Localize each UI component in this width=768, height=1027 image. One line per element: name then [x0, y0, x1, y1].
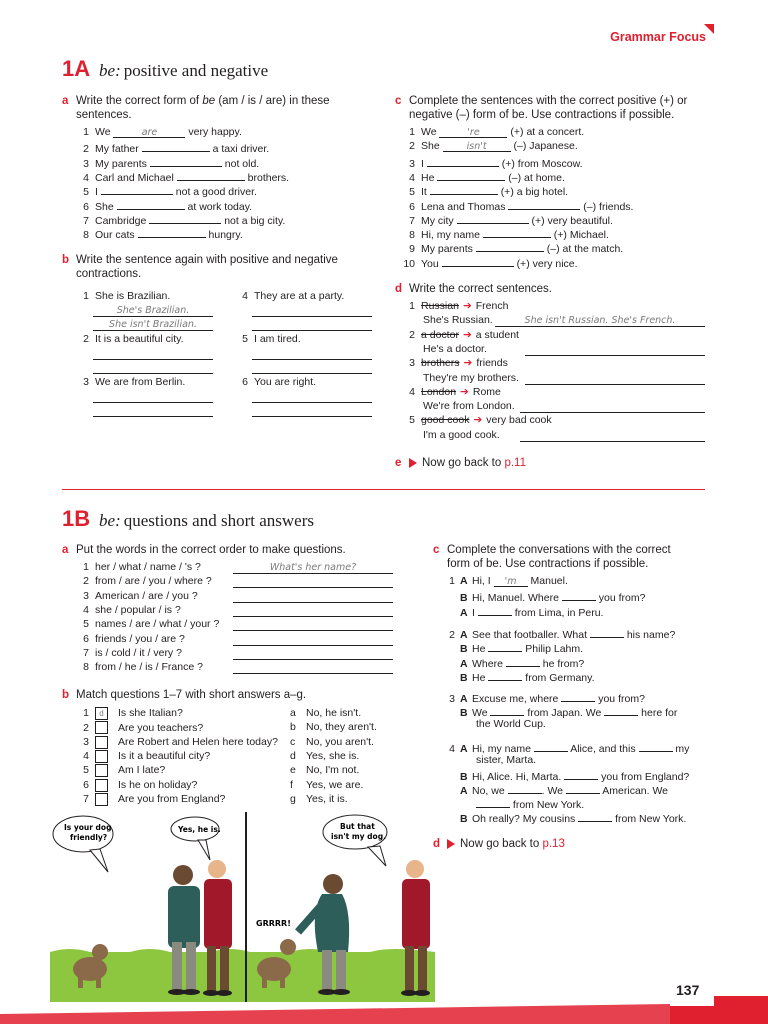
answer-line[interactable] [520, 400, 705, 413]
answer-line[interactable] [520, 429, 705, 442]
example-answer: 're [467, 127, 480, 138]
section-divider [62, 489, 705, 490]
exercise-item: 1 her / what / name / 's ? [83, 561, 201, 573]
match-question: 3 Are Robert and Helen here today? [83, 735, 278, 748]
exercise-item: 8 from / he / is / France ? [83, 661, 203, 674]
answer-blank[interactable] [562, 589, 596, 601]
answer-line[interactable] [252, 304, 372, 317]
answer-line[interactable] [93, 361, 213, 374]
answer-blank[interactable] [476, 240, 544, 252]
exercise-item: 5 I am tired. [242, 333, 301, 345]
exercise-item: 1 We are very happy. [83, 126, 242, 138]
arrow-icon: ➔ [460, 385, 469, 398]
exercise-item: 3 We are from Berlin. [83, 376, 186, 388]
example-answer: 'm [504, 576, 517, 587]
conversation-line: 1 A Hi, I 'm Manuel. [449, 575, 568, 587]
exercise-item: 7 My city (+) very beautiful. [402, 212, 613, 228]
conversation-3-line-1: 3 A Excuse me, where you from? [449, 690, 645, 706]
conversation-4-line-5: from New York. [476, 796, 584, 812]
answer-line[interactable] [495, 314, 705, 327]
exercise-item: 1 She is Brazilian. [83, 290, 171, 302]
exercise-item: 5 good cook ➔ very bad cook [409, 414, 552, 427]
conversation-4-line-1: 4 A Hi, my name Alice, and this my [449, 740, 689, 756]
conversation-line: B Hi, Manuel. Where you from? [449, 589, 645, 605]
match-answer: e No, I'm not. [290, 764, 360, 777]
footer-red-band [0, 996, 768, 1024]
match-answer: d Yes, she is. [290, 749, 360, 762]
conversation-line: 2 A See that footballer. What his name? [449, 626, 675, 642]
arrow-icon: ➔ [473, 414, 483, 427]
exercise-item: 4 He (–) at home. [402, 169, 565, 185]
bubble-3-text-l2: isn't my dog. [331, 832, 386, 841]
growl-text: GRRRR! [256, 919, 291, 928]
bubble-1-text-l2: friendly? [70, 833, 108, 842]
answer-line[interactable] [233, 647, 393, 660]
answer-blank[interactable] [117, 198, 185, 210]
arrow-icon: ➔ [462, 328, 472, 341]
answer-checkbox[interactable] [95, 736, 108, 749]
struck-word: good cook [421, 414, 470, 427]
answer-blank[interactable] [437, 169, 505, 181]
match-question: 1 d Is she Italian? [83, 707, 183, 720]
exercise-item: 6 You are right. [242, 376, 317, 388]
bubble-2-text: Yes, he is. [178, 825, 221, 834]
answer-blank[interactable] [590, 626, 624, 638]
conversation-3-line-3: the World Cup. [476, 718, 546, 730]
struck-word: Russian [421, 300, 459, 312]
section-1b-heading: 1B be: questions and short answers [62, 506, 314, 531]
conversation-line: A I from Lima, in Peru. [449, 604, 603, 620]
match-answer: a No, he isn't. [290, 707, 362, 719]
exercise-item: 6 Lena and Thomas (–) friends. [402, 198, 633, 214]
exercise-item: 2 a doctor ➔ a student [409, 328, 519, 341]
answer-line[interactable] [233, 661, 393, 674]
example-answer: She isn't Brazilian. [109, 319, 197, 330]
exercise-item: 2 from / are / you / where ? [83, 575, 212, 588]
answer-line[interactable] [252, 404, 372, 417]
sentence: We're from London. [423, 400, 515, 413]
exercise-item: 3 American / are / you ? [83, 589, 198, 602]
arrow-icon: ➔ [463, 357, 473, 370]
match-question: 6 Is he on holiday? [83, 778, 198, 791]
answer-line[interactable] [233, 590, 393, 603]
conversation-line: A Where he from? [449, 655, 584, 671]
answer-line[interactable] [233, 561, 393, 574]
match-question: 4 Is it a beautiful city? [83, 750, 211, 763]
conversation-line: B He Philip Lahm. [449, 640, 583, 656]
answer-checkbox[interactable] [95, 750, 108, 763]
page-link-p13[interactable]: p.13 [542, 838, 565, 850]
conversation-3-line-2: B We from Japan. We here for [460, 704, 677, 720]
answer-line[interactable] [93, 390, 213, 403]
answer-line[interactable] [252, 318, 372, 331]
answer-checkbox[interactable] [95, 779, 108, 792]
exercise-item: 6 friends / you / are ? [83, 632, 185, 645]
exercise-item: 2 She isn't (–) Japanese. [409, 140, 578, 153]
exercise-item: 8 Our cats hungry. [76, 226, 243, 242]
answer-blank[interactable] [483, 226, 551, 238]
answer-checkbox[interactable] [95, 764, 108, 777]
example-answer: are [141, 127, 158, 138]
exercise-1b-a-instructions: a Put the words in the correct order to make questions. [62, 544, 346, 556]
example-answer: She isn't Russian. She's French. [524, 315, 676, 327]
exercise-item: 8 Hi, my name (+) Michael. [402, 226, 609, 242]
answer-blank[interactable] [427, 155, 499, 167]
match-answer: g Yes, it is. [290, 792, 348, 805]
exercise-item: 2 My father a taxi driver. [76, 140, 269, 156]
answer-blank[interactable] [430, 183, 498, 195]
answer-blank[interactable] [443, 140, 511, 152]
exercise-item: 3 I (+) from Moscow. [402, 155, 583, 171]
exercise-item: 5 I not a good driver. [76, 183, 257, 199]
exercise-item: 10 You (+) very nice. [402, 255, 578, 271]
conversation-4-line-4: A No, we . We American. We [460, 782, 668, 798]
exercise-item: 5 It (+) a big hotel. [402, 183, 568, 199]
answer-blank[interactable] [138, 226, 206, 238]
section-1a-heading: 1A be: positive and negative [62, 56, 269, 81]
answer-line[interactable] [233, 575, 393, 588]
exercise-item: 4 Carl and Michael brothers. [76, 169, 289, 185]
struck-word: a doctor [421, 328, 459, 341]
exercise-item: 7 is / cold / it / very ? [83, 646, 182, 659]
answer-line[interactable] [93, 404, 213, 417]
conversation-4-line-6: B Oh really? My cousins from New York. [460, 810, 686, 826]
match-answer: b No, they aren't. [290, 721, 377, 734]
exercise-item: 3 My parents not old. [76, 155, 259, 171]
exercise-item: 3 brothers ➔ friends [409, 357, 508, 370]
struck-word: London [421, 385, 457, 398]
conversation-4-line-2: sister, Marta. [476, 754, 537, 766]
answer-blank[interactable] [508, 198, 580, 210]
answer-blank[interactable] [113, 126, 185, 138]
exercise-1b-c-instructions: c Complete the conversations with the correct form of be. Use contractions if possible. [433, 544, 671, 570]
answer-line[interactable] [93, 318, 213, 331]
match-answer: f Yes, we are. [290, 778, 364, 791]
exercise-item: 1 We 're (+) at a concert. [409, 126, 585, 138]
answer-blank[interactable] [149, 212, 221, 224]
answer-blank[interactable] [101, 183, 173, 195]
answer-blank[interactable] [142, 140, 210, 152]
answer-line[interactable] [93, 347, 213, 360]
exercise-1a-e: e Now go back to p.11 [395, 457, 526, 469]
match-answer: c No, you aren't. [290, 735, 374, 748]
match-question: 7 Are you from England? [83, 793, 226, 806]
arrow-right-icon [409, 458, 417, 468]
cartoon-illustration [50, 812, 435, 1002]
page-header: Grammar Focus [610, 30, 706, 44]
exercise-item: 4 London ➔ Rome [409, 385, 501, 398]
match-question: 5 Am I late? [83, 764, 166, 777]
section-code: 1A [62, 56, 91, 81]
example-answer: What's her name? [269, 562, 357, 573]
bubble-1-text-l1: Is your dog [64, 823, 112, 832]
page-number: 137 [676, 982, 700, 998]
answer-checkbox[interactable]: d [95, 707, 108, 720]
exercise-item: 9 My parents (–) at the match. [402, 240, 623, 256]
answer-blank[interactable] [488, 640, 522, 652]
conversation-4-line-3: B Hi, Alice. Hi, Marta. you from England? [460, 768, 689, 784]
sentence: He's a doctor. [423, 342, 487, 355]
exercise-item: 1 Russian ➔ French [409, 300, 509, 312]
answer-checkbox[interactable] [95, 721, 108, 734]
answer-line[interactable] [233, 604, 393, 617]
answer-blank[interactable] [457, 212, 529, 224]
answer-blank[interactable] [150, 155, 222, 167]
exercise-item: 5 names / are / what / your ? [83, 618, 220, 631]
example-answer: She's Brazilian. [116, 305, 190, 316]
exercise-1a-a-instructions: a Write the correct form of be (am / is / are) in these sentences. [62, 95, 330, 121]
struck-word: brothers [421, 357, 460, 370]
bubble-3-text-l1: But that [340, 822, 375, 831]
grass-ground [50, 952, 435, 1002]
answer-blank[interactable] [494, 575, 528, 587]
exercise-item: 2 It is a beautiful city. [83, 333, 184, 345]
answer-blank[interactable] [439, 126, 507, 138]
exercise-1a-c-instructions: c Complete the sentences with the correct positive (+) or negative (–) form of be. Use contractions if possible. [395, 95, 688, 121]
sentence: She's Russian. [423, 314, 493, 327]
answer-blank[interactable] [506, 655, 540, 667]
sentence: I'm a good cook. [423, 428, 500, 441]
exercise-item: 4 They are at a party. [242, 290, 345, 302]
exercise-item: 4 she / popular / is ? [83, 603, 181, 616]
exercise-1a-b-instructions: b Write the sentence again with positive and negative contractions. [62, 254, 338, 280]
header-corner-mark [704, 24, 714, 34]
answer-checkbox[interactable] [95, 793, 108, 806]
answer-line[interactable] [525, 372, 705, 385]
arrow-right-icon [447, 839, 455, 849]
answer-line[interactable] [252, 390, 372, 403]
answer-line[interactable] [233, 618, 393, 631]
page-link-p11[interactable]: p.11 [504, 457, 526, 469]
exercise-item: 6 She at work today. [76, 198, 252, 214]
answer-blank[interactable] [488, 669, 522, 681]
exercise-1a-d-instructions: d Write the correct sentences. [395, 283, 552, 295]
exercise-1b-d: d Now go back to p.13 [433, 838, 565, 850]
match-question: 2 Are you teachers? [83, 721, 204, 734]
conversation-line: B He from Germany. [449, 669, 595, 685]
answer-blank[interactable] [478, 604, 512, 616]
answer-line[interactable] [252, 347, 372, 360]
sentence: They're my brothers. [423, 371, 519, 384]
arrow-icon: ➔ [462, 300, 472, 312]
answer-blank[interactable] [177, 169, 245, 181]
answer-blank[interactable] [442, 255, 514, 267]
answer-line[interactable] [525, 343, 705, 356]
answer-line[interactable] [252, 361, 372, 374]
exercise-1b-b-instructions: b Match questions 1–7 with short answers a–g. [62, 689, 307, 701]
exercise-item: 7 Cambridge not a big city. [76, 212, 285, 228]
answer-line[interactable] [93, 304, 213, 317]
answer-line[interactable] [233, 633, 393, 646]
example-answer: isn't [466, 141, 487, 153]
